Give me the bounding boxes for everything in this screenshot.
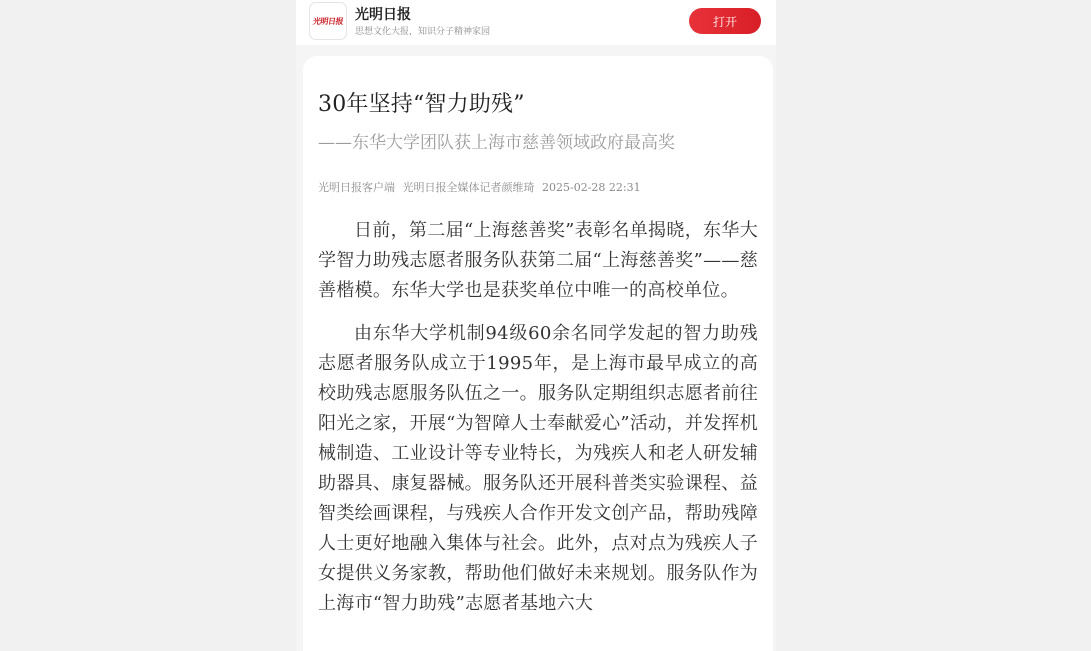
article-paragraph: 由东华大学机制94级60余名同学发起的智力助残志愿者服务队成立于1995年，是上海市最早成立的高校助残志愿服务队伍之一。服务队定期组织志愿者前往阳光之家，开展“为智障人士奉献爱心”活动，并发挥机械制造、工业设计等专业特长，为残疾人和老人研发辅助器具、康复器械。服务队还开展科普类实验课程、益智类绘画课程，与残疾人合作开发文创产品，帮助残障人士更好地融入集体与社会。此外，点对点为残疾人子女提供义务家教，帮助他们做好未来规划。服务队作为上海市“智力助残”志愿者基地六大 [318,323,758,614]
article-paragraph: 日前，第二届“上海慈善奖”表彰名单揭晓，东华大学智力助残志愿者服务队获第二届“上海慈善奖”——慈善楷模。东华大学也是获奖单位中唯一的高校单位。 [318,220,758,301]
article-source: 光明日报客户端 [318,181,395,194]
app-logo [310,3,346,39]
article-card [303,56,773,651]
app-slogan: 思想文化大报，知识分子精神家园 [355,27,491,37]
article-title: 30年坚持“智力助残” [318,92,525,117]
article-subtitle: ——东华大学团队获上海市慈善领域政府最高奖 [318,133,675,153]
article-byline [318,179,645,195]
article-datetime: 2025-02-28 22:31 [542,181,641,194]
logo-wordmark: 光明日报 [312,16,344,26]
article-body [318,216,758,632]
app-name: 光明日报 [355,7,411,23]
app-download-banner [296,0,776,45]
mobile-page [296,0,776,651]
article-author: 光明日报全媒体记者颜维琦 [402,181,535,194]
open-app-button[interactable]: 打开 [689,8,761,34]
